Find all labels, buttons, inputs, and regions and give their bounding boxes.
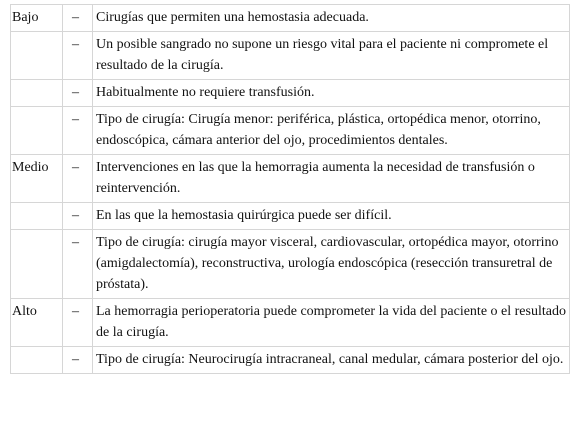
- dash-marker: –: [63, 107, 93, 155]
- item-text: Tipo de cirugía: cirugía mayor visceral, cardiovascular, ortopédica mayor, otorrino (amigdalectomía), reconstructiva, urología endoscópica (resección transuretral de próstata).: [93, 230, 570, 299]
- table-row: [11, 155, 570, 203]
- item-text: La hemorragia perioperatoria puede comprometer la vida del paciente o el resultado de la cirugía.: [93, 299, 570, 347]
- item-text: En las que la hemostasia quirúrgica puede ser difícil.: [93, 203, 570, 230]
- item-text: Tipo de cirugía: Cirugía menor: periférica, plástica, ortopédica menor, otorrino, endoscópica, cámara anterior del ojo, procedimientos dentales.: [93, 107, 570, 155]
- dash-marker: –: [63, 299, 93, 347]
- table-row: [11, 32, 570, 80]
- dash-marker: –: [63, 203, 93, 230]
- empty-level-cell: [11, 230, 63, 299]
- item-text: Habitualmente no requiere transfusión.: [93, 80, 570, 107]
- empty-level-cell: [11, 203, 63, 230]
- dash-marker: –: [63, 32, 93, 80]
- item-text: Tipo de cirugía: Neurocirugía intracraneal, canal medular, cámara posterior del ojo.: [93, 347, 570, 374]
- risk-table: [10, 4, 570, 374]
- empty-level-cell: [11, 347, 63, 374]
- empty-level-cell: [11, 32, 63, 80]
- table-row: [11, 203, 570, 230]
- table-row: [11, 299, 570, 347]
- empty-level-cell: [11, 107, 63, 155]
- item-text: Un posible sangrado no supone un riesgo vital para el paciente ni compromete el resultado de la cirugía.: [93, 32, 570, 80]
- table-row: [11, 230, 570, 299]
- risk-level-label: Bajo: [11, 5, 63, 32]
- dash-marker: –: [63, 347, 93, 374]
- dash-marker: –: [63, 80, 93, 107]
- dash-marker: –: [63, 5, 93, 32]
- risk-level-label: Medio: [11, 155, 63, 203]
- dash-marker: –: [63, 155, 93, 203]
- empty-level-cell: [11, 80, 63, 107]
- table-row: [11, 80, 570, 107]
- dash-marker: –: [63, 230, 93, 299]
- table-row: [11, 107, 570, 155]
- table-row: [11, 347, 570, 374]
- item-text: Cirugías que permiten una hemostasia adecuada.: [93, 5, 570, 32]
- item-text: Intervenciones en las que la hemorragia aumenta la necesidad de transfusión o reintervención.: [93, 155, 570, 203]
- table-row: [11, 5, 570, 32]
- risk-level-label: Alto: [11, 299, 63, 347]
